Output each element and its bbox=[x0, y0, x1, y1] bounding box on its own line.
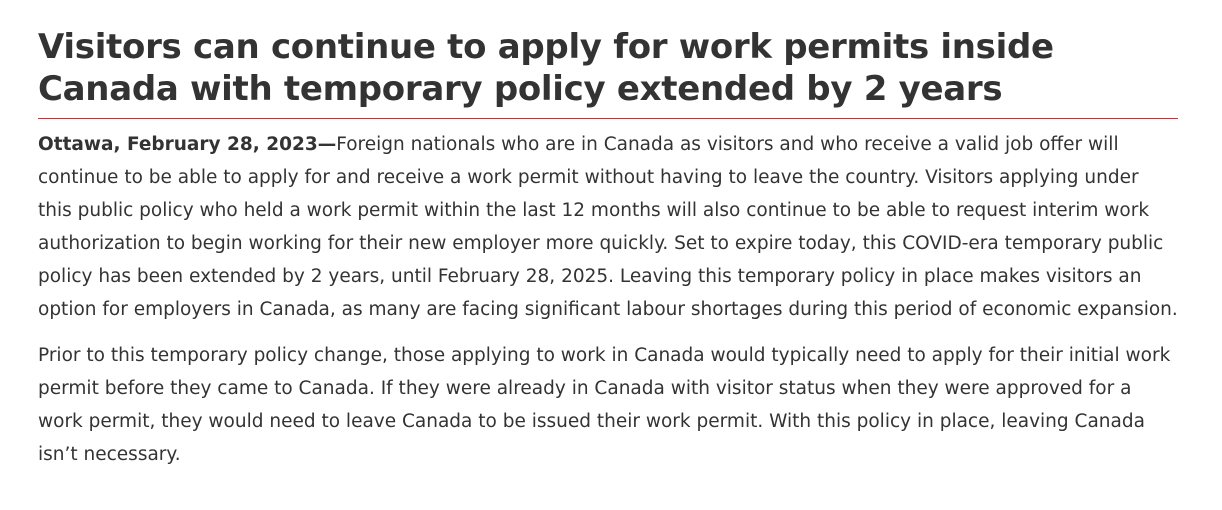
article-paragraph-1-body: Foreign nationals who are in Canada as visitors and who receive a valid job offer will continue to be able to apply for and receive a work permit without having to leave the country. Visitors applying under this public policy who held a work permit within the last 12 months will also continue to be able to request interim work authorization to begin working for their new employer more quickly. Set to expire today, this COVID-era temporary public policy has been extended by 2 years, until February 28, 2025. Leaving this temporary policy in place makes visitors an option for employers in Canada, as many are facing significant labour shortages during this period of economic expansion. bbox=[38, 134, 1178, 320]
article-paragraph-2: Prior to this temporary policy change, those applying to work in Canada would typically need to apply for their initial work permit before they came to Canada. If they were already in Canada with visitor status when they were approved for a work permit, they would need to leave Canada to be issued their work permit. With this policy in place, leaving Canada isn’t necessary. bbox=[38, 345, 1171, 465]
article-title: Visitors can continue to apply for work permits inside Canada with temporary policy extended by 2 years bbox=[38, 26, 1178, 119]
news-article bbox=[38, 26, 1178, 471]
article-dateline: Ottawa, February 28, 2023— bbox=[38, 134, 337, 155]
article-paragraph-1 bbox=[38, 128, 1178, 326]
